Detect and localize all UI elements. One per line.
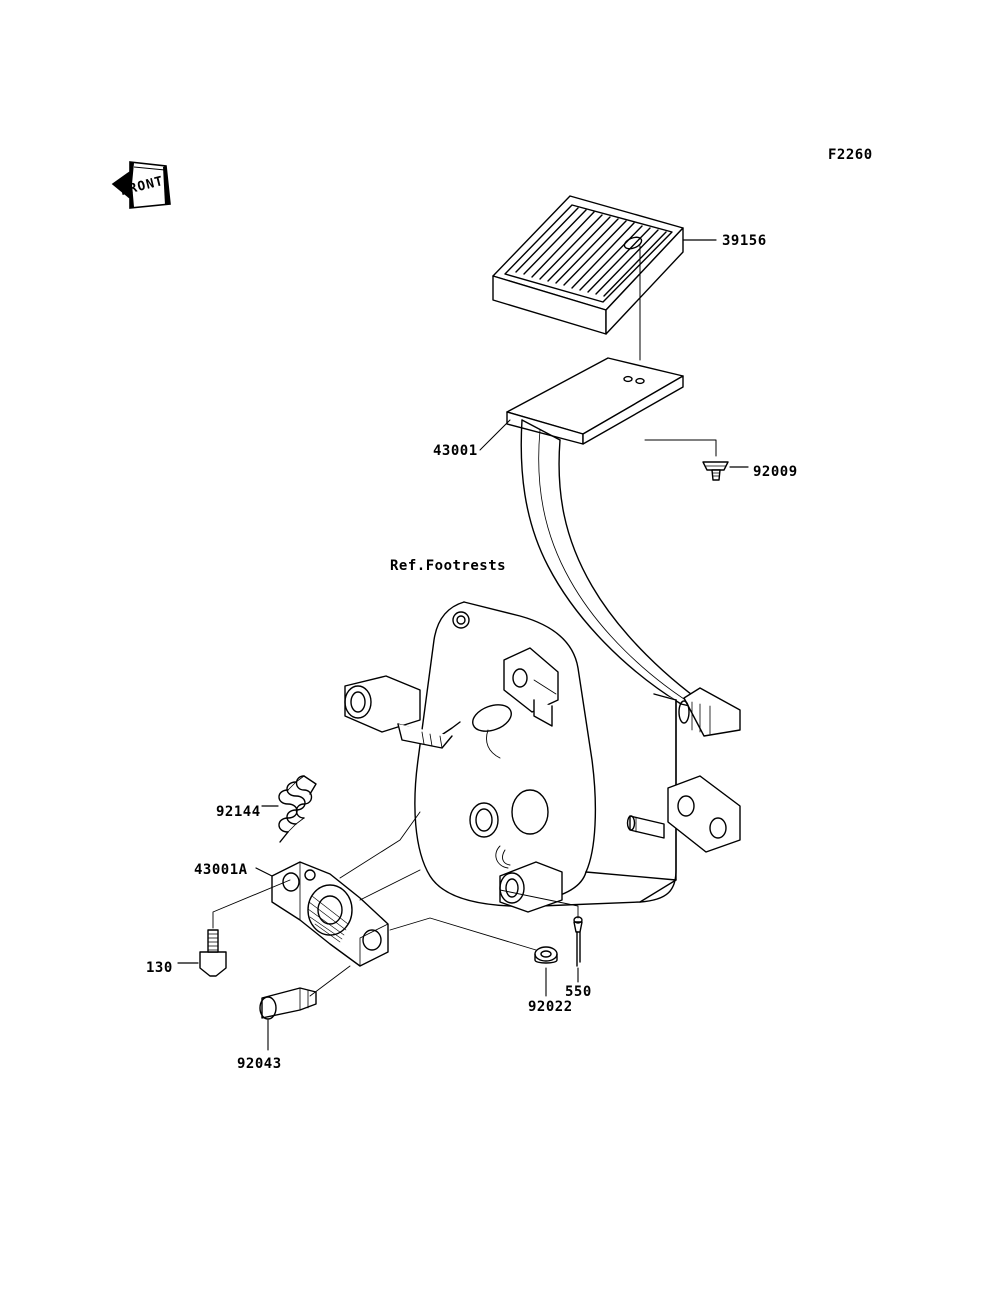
figure-code: F2260	[828, 147, 873, 163]
part-43001A-pedal-lever	[272, 862, 388, 966]
part-label-92144: 92144	[216, 804, 261, 820]
part-label-92022: 92022	[528, 999, 573, 1015]
part-label-130: 130	[146, 960, 173, 976]
part-label-550: 550	[565, 984, 592, 1000]
part-label-43001: 43001	[433, 443, 478, 459]
part-label-39156: 39156	[722, 233, 767, 249]
front-label: FRONT	[118, 173, 166, 200]
part-92043-pin	[260, 988, 316, 1019]
part-label-43001A: 43001A	[194, 862, 248, 878]
reference-footrests-note: Ref.Footrests	[390, 558, 507, 574]
part-label-92009: 92009	[753, 464, 798, 480]
part-label-92043: 92043	[237, 1056, 282, 1072]
part-92022-washer	[535, 947, 557, 963]
part-550-cotter-pin	[574, 917, 582, 966]
part-39156-footboard-rubber	[493, 196, 683, 334]
part-130-bolt	[200, 930, 226, 976]
ref-footrests-casting	[345, 602, 740, 912]
part-92009-screw	[703, 462, 728, 480]
part-92144-spring	[279, 776, 316, 842]
